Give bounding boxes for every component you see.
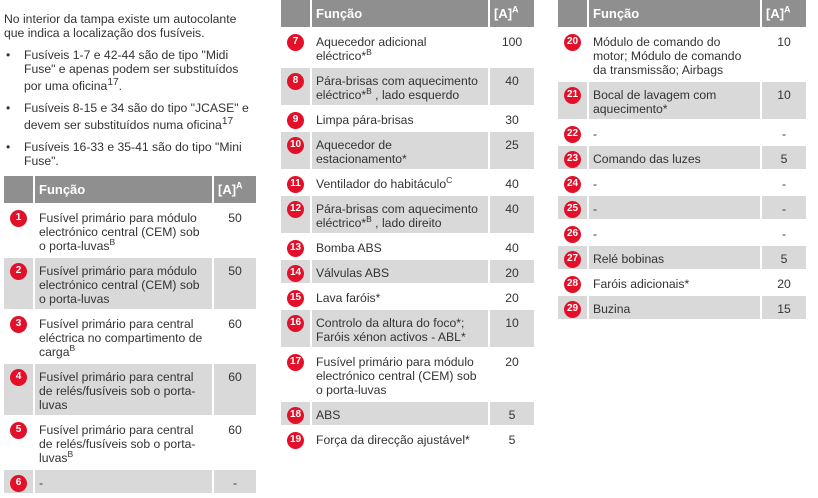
fuse-amperage: 60 (213, 416, 256, 469)
footnote-ref: C (446, 174, 453, 185)
fuse-amperage: 5 (761, 245, 806, 270)
fuse-function: Fusível primário para central de relés/fusíveis sob o porta-luvas (39, 370, 196, 413)
fuse-function: Fusível primário para módulo electrónico central (CEM) sob o porta-luvas (39, 211, 200, 254)
fuse-number-cell (281, 348, 311, 401)
table-row (281, 284, 534, 309)
fuse-function: - (593, 227, 598, 241)
fuse-number-cell (558, 295, 588, 320)
fuse-function: Pára-brisas com aquecimento eléctrico* (316, 74, 478, 102)
fuse-number-badge: 17 (287, 354, 304, 371)
fuse-number-badge: 2 (10, 263, 27, 280)
fuse-number-badge: 29 (564, 301, 581, 318)
fuse-function-cell (588, 81, 761, 120)
header-amp (761, 0, 806, 28)
fuse-number-cell (4, 363, 34, 416)
fuse-number-badge: 28 (564, 276, 581, 293)
table-row (4, 257, 256, 310)
intro (4, 12, 256, 168)
table-row (281, 131, 534, 170)
header-function: Função (588, 0, 761, 28)
fuse-number-badge: 25 (564, 201, 581, 218)
header-amp-label: [A] (766, 6, 785, 21)
fuse-function-cell (588, 145, 761, 170)
fuse-number-badge: 5 (10, 422, 27, 439)
fuse-number-cell (281, 170, 311, 195)
fuse-amperage: 10 (761, 81, 806, 120)
fuse-function: Válvulas ABS (316, 266, 390, 280)
fuse-amperage: 20 (489, 348, 534, 401)
fuse-amperage: 5 (489, 401, 534, 426)
fuse-number-badge: 3 (10, 316, 27, 333)
fuse-function-cell (311, 348, 489, 401)
footnote-ref: B (366, 213, 372, 224)
fuse-number-cell (4, 257, 34, 310)
fuse-rows (281, 28, 534, 451)
table-row (558, 28, 806, 81)
table-row (4, 363, 256, 416)
fuse-number-cell (4, 204, 34, 257)
fuse-function: Aquecedor adicional eléctrico* (316, 35, 427, 63)
table-row (281, 195, 534, 234)
fuse-function: Força da direcção ajustável* (316, 433, 470, 447)
fuse-number-badge: 14 (287, 265, 304, 282)
table-row (281, 309, 534, 348)
header-function: Função (311, 0, 489, 28)
fuse-rows (4, 204, 256, 494)
fuse-number-cell (281, 284, 311, 309)
fuse-function: - (593, 127, 598, 141)
fuse-amperage: 30 (489, 106, 534, 131)
fuse-amperage: 40 (489, 170, 534, 195)
fuse-type-text: Fusíveis 8-15 e 34 são do tipo "JCASE" e devem ser substituídos numa oficina (24, 101, 249, 133)
header-amp-note: A (512, 4, 519, 15)
table-row (558, 295, 806, 320)
table-row (4, 469, 256, 494)
footnote-ref: 17 (107, 77, 119, 88)
punct: . (118, 79, 123, 94)
fuse-function-cell (588, 220, 761, 245)
fuse-function-cell (311, 131, 489, 170)
fuse-number-badge: 4 (10, 369, 27, 386)
fuse-number-badge: 22 (564, 126, 581, 143)
fuse-function-cell (311, 309, 489, 348)
table-row (281, 67, 534, 106)
fuse-number-badge: 13 (287, 240, 304, 257)
fuse-amperage: 60 (213, 363, 256, 416)
fuse-function-cell (588, 295, 761, 320)
fuse-type-item (4, 140, 256, 168)
table-row (558, 145, 806, 170)
fuse-number-cell (558, 145, 588, 170)
fuse-number-badge: 23 (564, 151, 581, 168)
fuse-function-cell (311, 195, 489, 234)
fuse-number-cell (281, 67, 311, 106)
fuse-number-cell (558, 195, 588, 220)
fuse-function: Buzina (593, 302, 631, 316)
fuse-amperage: - (761, 170, 806, 195)
fuse-number-cell (281, 234, 311, 259)
fuse-type-list (4, 48, 256, 168)
fuse-function-cell (311, 170, 489, 195)
fuse-function-suffix: , lado esquerdo (371, 88, 460, 102)
fuse-number-badge: 26 (564, 226, 581, 243)
table-row (558, 270, 806, 295)
fuse-function: Relé bobinas (593, 252, 665, 266)
fuse-rows (558, 28, 806, 320)
fuse-amperage: 20 (489, 259, 534, 284)
fuse-number-badge: 10 (287, 137, 304, 154)
intro-text: No interior da tampa existe um autocolante que indica a localização dos fusíveis. (4, 12, 237, 40)
fuse-function-cell (311, 28, 489, 67)
fuse-amperage: 100 (489, 28, 534, 67)
header-amp-label: [A] (218, 182, 237, 198)
fuse-function: ABS (316, 408, 341, 422)
fuse-amperage: 10 (761, 28, 806, 81)
fuse-number-badge: 27 (564, 251, 581, 268)
fuse-number-cell (281, 426, 311, 451)
fuse-function-cell (588, 270, 761, 295)
fuse-number-cell (558, 120, 588, 145)
table-row (4, 310, 256, 363)
left-column (4, 0, 256, 495)
fuse-function: Aquecedor de estacionamento* (316, 138, 407, 166)
fuse-number-badge: 1 (10, 210, 27, 227)
table-header (281, 0, 534, 28)
fuse-amperage: 20 (489, 284, 534, 309)
fuse-amperage: 5 (761, 145, 806, 170)
fuse-function-cell (311, 234, 489, 259)
footnote-ref: B (67, 449, 74, 460)
fuse-function: Comando das luzes (593, 152, 701, 166)
fuse-number-cell (558, 81, 588, 120)
fuse-type-text: Fusíveis 16-33 e 35-41 são do tipo "Mini Fuse". (24, 140, 242, 169)
fuse-number-cell (558, 220, 588, 245)
fuse-amperage: 15 (761, 295, 806, 320)
table-row (281, 28, 534, 67)
fuse-type-item (4, 48, 256, 93)
fuse-amperage: 40 (489, 67, 534, 106)
header-amp (213, 176, 256, 204)
fuse-number-cell (281, 259, 311, 284)
table-row (281, 259, 534, 284)
fuse-amperage: 40 (489, 195, 534, 234)
fuse-amperage: 10 (489, 309, 534, 348)
fuse-number-badge: 6 (10, 475, 27, 492)
fuse-amperage: - (213, 469, 256, 494)
fuse-number-cell (281, 309, 311, 348)
fuse-function: Módulo de comando do motor; Módulo de comando da transmissão; Airbags (593, 35, 742, 77)
fuse-number-cell (4, 310, 34, 363)
fuse-function-cell (588, 245, 761, 270)
fuse-number-badge: 24 (564, 176, 581, 193)
fuse-number-cell (281, 131, 311, 170)
fuse-function-cell (311, 284, 489, 309)
fuse-function: Fusível primário para central eléctrica no compartimento de carga (39, 317, 203, 360)
table-row (281, 106, 534, 131)
fuse-number-cell (281, 401, 311, 426)
header-function: Função (34, 176, 213, 204)
fuse-amperage: - (761, 195, 806, 220)
fuse-function-cell (588, 170, 761, 195)
footnote-ref: 17 (221, 116, 234, 128)
table-row (281, 401, 534, 426)
table-row (281, 426, 534, 451)
table-row (281, 348, 534, 401)
fuse-amperage: - (761, 220, 806, 245)
fuse-function-cell (588, 28, 761, 81)
fuse-type-item (4, 101, 256, 132)
fuse-function-cell (311, 67, 489, 106)
fuse-function-cell (34, 204, 213, 257)
fuse-function: Bomba ABS (316, 241, 382, 255)
fuse-table-3 (558, 0, 806, 321)
fuse-table-1 (4, 176, 256, 495)
fuse-number-badge: 12 (287, 201, 304, 218)
header-amp-note: A (236, 180, 243, 191)
footnote-ref: B (109, 237, 116, 248)
fuse-amperage: 50 (213, 257, 256, 310)
fuse-function: - (39, 476, 44, 491)
fuse-function-cell (311, 401, 489, 426)
header-amp (489, 0, 534, 28)
table-row (558, 245, 806, 270)
fuse-function-cell (588, 120, 761, 145)
fuse-number-cell (4, 469, 34, 494)
fuse-function: Ventilador do habitáculo (316, 177, 447, 191)
fuse-number-badge: 19 (287, 432, 304, 449)
fuse-amperage: 5 (489, 426, 534, 451)
fuse-number-badge: 18 (287, 407, 304, 424)
fuse-function: Bocal de lavagem com aquecimento* (593, 88, 717, 116)
fuse-function: Faróis adicionais* (593, 277, 690, 291)
fuse-function-cell (311, 106, 489, 131)
header-number (4, 176, 34, 204)
fuse-function: Fusível primário para módulo electrónico central (CEM) sob o porta-luvas (39, 264, 200, 307)
table-header (558, 0, 806, 28)
footnote-ref: B (366, 46, 372, 57)
fuse-number-cell (558, 28, 588, 81)
table-row (4, 204, 256, 257)
table-row (558, 220, 806, 245)
fuse-type-text: Fusíveis 1-7 e 42-44 são de tipo "Midi Fuse" e apenas podem ser substituídos por uma oficina (24, 48, 239, 94)
fuse-number-cell (281, 195, 311, 234)
table-row (558, 195, 806, 220)
fuse-function-cell (34, 257, 213, 310)
table-row (558, 170, 806, 195)
fuse-number-cell (4, 416, 34, 469)
right-column (558, 0, 806, 321)
fuse-function-cell (311, 259, 489, 284)
fuse-number-badge: 15 (287, 290, 304, 307)
header-number (281, 0, 311, 28)
fuse-amperage: 60 (213, 310, 256, 363)
fuse-function: Controlo da altura do foco*; Faróis xénon activos - ABL* (316, 316, 466, 344)
fuse-number-badge: 16 (287, 315, 304, 332)
table-row (281, 170, 534, 195)
fuse-amperage: 40 (489, 234, 534, 259)
fuse-function-cell (34, 310, 213, 363)
fuse-number-badge: 7 (287, 34, 304, 51)
fuse-number-badge: 21 (564, 87, 581, 104)
fuse-amperage: 20 (761, 270, 806, 295)
footnote-ref: B (69, 343, 76, 354)
fuse-function-cell (311, 426, 489, 451)
fuse-function-suffix: , lado direito (371, 216, 442, 230)
header-number (558, 0, 588, 28)
fuse-number-badge: 11 (287, 176, 304, 193)
header-amp-label: [A] (494, 6, 513, 21)
fuse-function-cell (588, 195, 761, 220)
footnote-ref: B (366, 85, 372, 96)
fuse-function: Lava faróis* (316, 291, 381, 305)
table-row (558, 81, 806, 120)
fuse-function: Pára-brisas com aquecimento eléctrico* (316, 202, 478, 230)
fuse-number-cell (281, 28, 311, 67)
fuse-function: - (593, 177, 598, 191)
fuse-function: Fusível primário para central de relés/fusíveis sob o porta-luvas (39, 423, 196, 466)
fuse-amperage: 25 (489, 131, 534, 170)
fuse-number-cell (558, 245, 588, 270)
fuse-number-cell (558, 170, 588, 195)
fuse-number-badge: 8 (287, 73, 304, 90)
fuse-function-cell (34, 363, 213, 416)
fuse-number-badge: 9 (287, 112, 304, 129)
table-row (558, 120, 806, 145)
fuse-number-cell (558, 270, 588, 295)
middle-column (281, 0, 534, 452)
fuse-function: Limpa pára-brisas (316, 113, 414, 127)
fuse-amperage: - (761, 120, 806, 145)
fuse-function-cell (34, 416, 213, 469)
fuse-number-cell (281, 106, 311, 131)
fuse-function: Fusível primário para módulo electrónico central (CEM) sob o porta-luvas (316, 355, 477, 397)
table-header (4, 176, 256, 204)
table-row (4, 416, 256, 469)
fuse-amperage: 50 (213, 204, 256, 257)
header-amp-note: A (784, 4, 791, 15)
fuse-function-cell (34, 469, 213, 494)
fuse-number-badge: 20 (564, 34, 581, 51)
fuse-table-2 (281, 0, 534, 452)
table-row (281, 234, 534, 259)
fuse-function: - (593, 202, 598, 216)
